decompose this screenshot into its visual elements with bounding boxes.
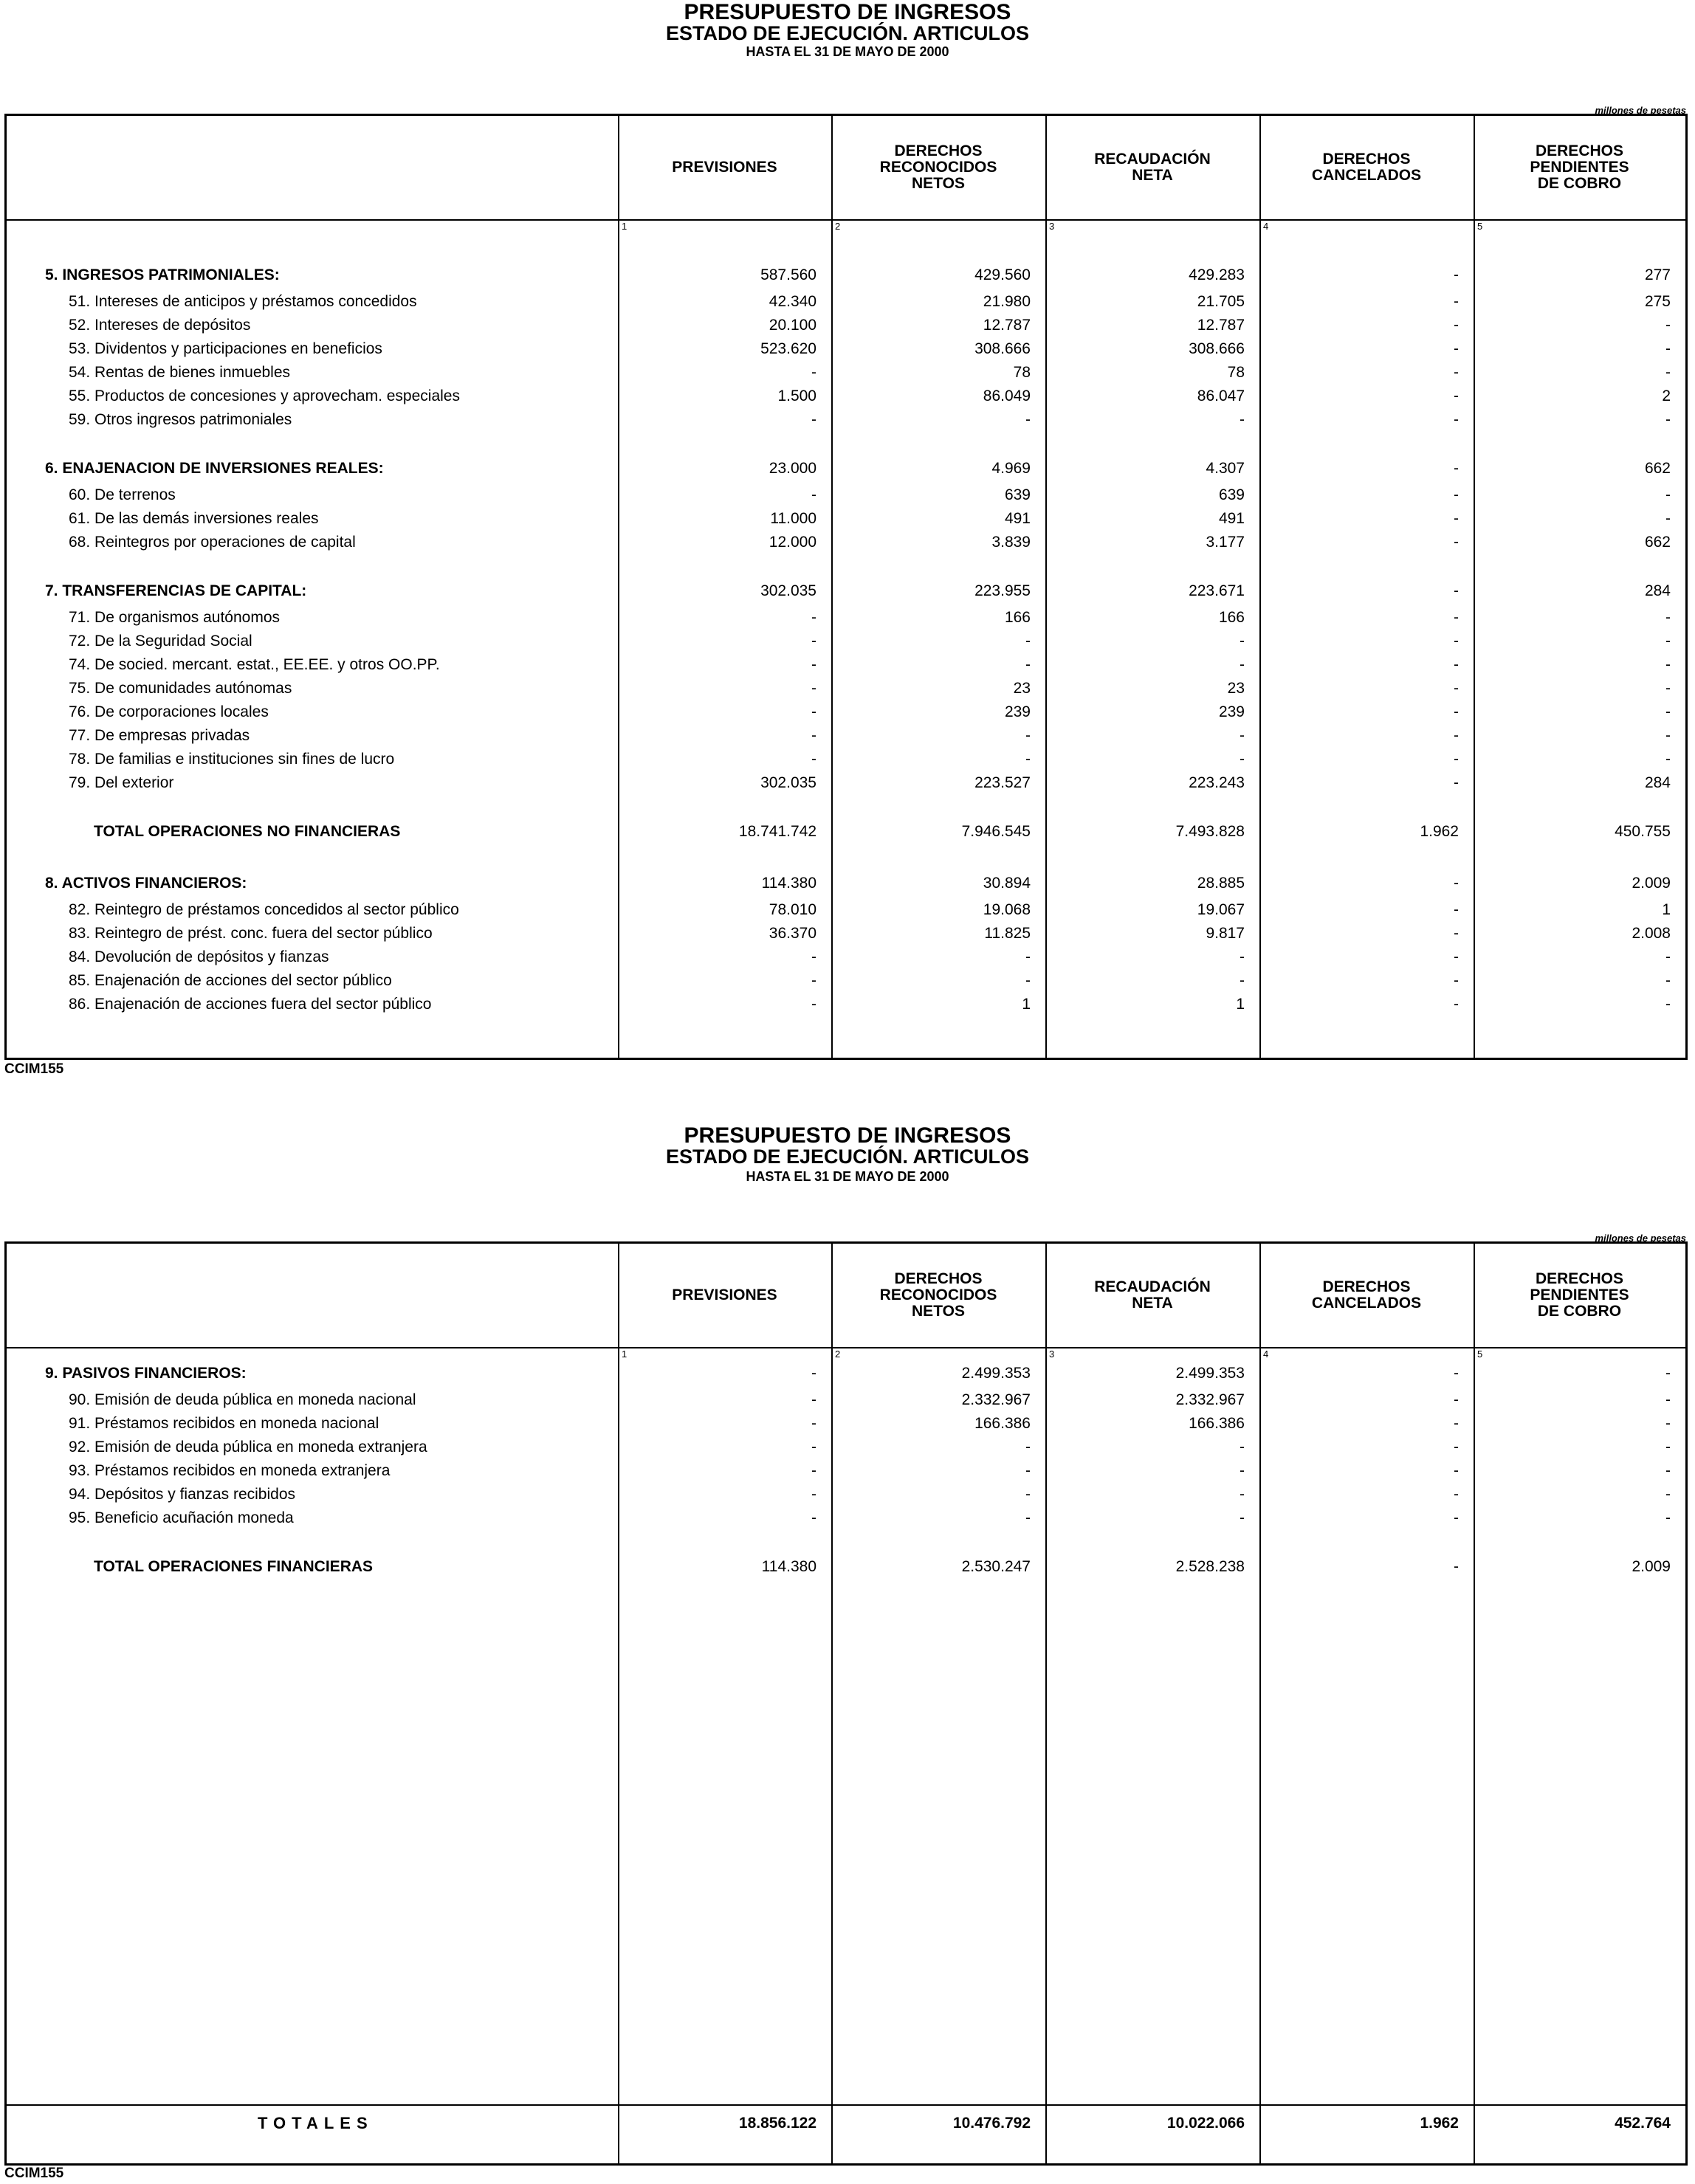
cell-value: 239 [1218,703,1245,720]
cell-value: - [1454,1486,1459,1503]
cell-value: 30.894 [983,875,1031,892]
row-label: 54. Rentas de bienes inmuebles [69,364,291,381]
cell-value: 1 [1236,996,1245,1013]
totals-label: TOTALES [258,2114,374,2132]
date-line: HASTA EL 31 DE MAYO DE 2000 [746,44,949,59]
header-divider [7,1347,1685,1348]
cell-value: - [811,364,816,381]
cell-value: - [811,633,816,650]
cell-value: - [811,1365,816,1382]
table-row [7,1388,1685,1412]
cell-value: 28.885 [1197,875,1245,892]
cell-value: 2.332.967 [1175,1391,1245,1408]
cell-value: 284 [1644,774,1671,791]
table-row [7,748,1685,771]
cell-value: 223.671 [1189,582,1245,599]
cell-value: - [1665,1365,1671,1382]
cell-value: 18.741.742 [738,823,816,840]
cell-value: 9.817 [1206,925,1245,942]
row-label: 59. Otros ingresos patrimoniales [69,411,292,428]
table-row [7,483,1685,507]
cell-value: 302.035 [760,774,816,791]
cell-value: - [811,1391,816,1408]
cell-value: 429.283 [1189,266,1245,283]
cell-value: - [1454,1439,1459,1456]
column-header: RECAUDACIÓN NETA [1094,1278,1211,1312]
cell-value: 23.000 [769,460,816,477]
cell-value: - [1454,925,1459,942]
cell-value: 36.370 [769,925,816,942]
page-subtitle: ESTADO DE EJECUCIÓN. ARTICULOS [665,22,1030,44]
cell-value: 20.100 [769,317,816,334]
cell-value: - [811,972,816,989]
row-label: 68. Reintegros por operaciones de capital [69,534,356,551]
cell-value: - [1025,656,1031,673]
table-row [7,507,1685,531]
cell-value: 639 [1004,486,1031,503]
cell-value: - [1454,486,1459,503]
cell-value: 662 [1644,460,1671,477]
row-label: 84. Devolución de depósitos y fianzas [69,948,329,965]
cell-value: - [1025,751,1031,768]
row-label: 95. Beneficio acuñación moneda [69,1509,294,1526]
cell-value: 19.067 [1197,901,1245,918]
cell-value: 166.386 [1189,1415,1245,1432]
header-divider [7,219,1685,221]
row-label: 5. INGRESOS PATRIMONIALES: [45,266,280,283]
cell-value: 662 [1644,534,1671,551]
row-label: 7. TRANSFERENCIAS DE CAPITAL: [45,582,307,599]
row-label: 82. Reintegro de préstamos concedidos al sector público [69,901,459,918]
cell-value: - [811,1509,816,1526]
row-label: 74. De socied. mercant. estat., EE.EE. y otros OO.PP. [69,656,440,673]
cell-value: 2.499.353 [1175,1365,1245,1382]
table-row [7,898,1685,922]
row-label: 51. Intereses de anticipos y préstamos concedidos [69,293,417,310]
cell-value: - [811,1486,816,1503]
cell-value: 42.340 [769,293,816,310]
cell-value: 12.787 [1197,317,1245,334]
cell-value: 223.527 [974,774,1031,791]
cell-value: - [1454,411,1459,428]
cell-value: - [1665,364,1671,381]
cell-value: - [1665,1391,1671,1408]
row-label: 78. De familias e instituciones sin fines de lucro [69,751,395,768]
cell-value: 11.825 [984,925,1031,942]
totals-row [7,2112,1685,2135]
cell-value: - [1454,774,1459,791]
cell-value: - [1665,703,1671,720]
table-row [7,1459,1685,1483]
cell-value: 239 [1004,703,1031,720]
row-label: 61. De las demás inversiones reales [69,510,319,527]
cell-value: - [1454,1365,1459,1382]
row-label: 86. Enajenación de acciones fuera del sector público [69,996,432,1013]
cell-value: 2.332.967 [961,1391,1031,1408]
table-row [7,1483,1685,1506]
cell-value: - [1665,972,1671,989]
cell-value: - [1665,1415,1671,1432]
cell-value: - [1665,948,1671,965]
cell-value: - [1665,1486,1671,1503]
cell-value: - [811,948,816,965]
cell-value: - [1454,656,1459,673]
cell-value: 3.839 [991,534,1031,551]
cell-value: - [1665,609,1671,626]
cell-value: - [1454,364,1459,381]
column-number: 4 [1263,1348,1269,1360]
cell-value: 78 [1227,364,1245,381]
total-row [7,820,1685,844]
cell-value: - [811,1439,816,1456]
cell-value: 1.500 [777,387,816,404]
row-label: 75. De comunidades autónomas [69,680,292,697]
page-title: PRESUPUESTO DE INGRESOS [684,0,1011,24]
cell-value: 308.666 [974,340,1031,357]
table-row [7,922,1685,945]
cell-value: 523.620 [760,340,816,357]
cell-value: - [1240,751,1245,768]
cell-value: - [1240,1439,1245,1456]
cell-value: - [1240,972,1245,989]
column-header: DERECHOS PENDIENTES DE COBRO [1530,1270,1629,1320]
cell-value: 12.000 [769,534,816,551]
row-label: 93. Préstamos recibidos en moneda extranjera [69,1462,391,1479]
cell-value: - [1454,875,1459,892]
cell-value: - [1454,751,1459,768]
row-label: 92. Emisión de deuda pública en moneda extranjera [69,1439,427,1456]
cell-value: - [1240,411,1245,428]
cell-value: - [1025,1509,1031,1526]
date-line: HASTA EL 31 DE MAYO DE 2000 [746,1169,949,1184]
cell-value: 639 [1218,486,1245,503]
cell-value: - [1025,727,1031,744]
cell-value: 491 [1218,510,1245,527]
cell-value: 21.705 [1197,293,1245,310]
cell-value: 114.380 [761,875,816,892]
row-label: 79. Del exterior [69,774,174,791]
cell-value: 2.530.247 [961,1558,1031,1575]
cell-value: - [1665,510,1671,527]
total-value: 10.022.066 [1166,2115,1245,2132]
column-header: PREVISIONES [672,1286,777,1303]
table-row [7,531,1685,554]
page-title: PRESUPUESTO DE INGRESOS [684,1123,1011,1148]
column-number: 2 [835,221,841,232]
row-label: 72. De la Seguridad Social [69,633,252,650]
cell-value: - [1025,972,1031,989]
cell-value: - [1025,1439,1031,1456]
cell-value: 308.666 [1189,340,1245,357]
row-label: 60. De terrenos [69,486,176,503]
table-row [7,1506,1685,1530]
cell-value: - [1454,703,1459,720]
table-row [7,771,1685,795]
cell-value: 23 [1227,680,1245,697]
row-label: 76. De corporaciones locales [69,703,269,720]
budget-table [4,1241,1688,2166]
column-header: PREVISIONES [672,159,777,176]
table-row [7,361,1685,385]
cell-value: 429.560 [974,266,1031,283]
total-value: 10.476.792 [952,2115,1031,2132]
cell-value: - [1665,317,1671,334]
cell-value: - [1025,633,1031,650]
column-number: 1 [622,221,628,232]
cell-value: - [1665,486,1671,503]
row-label: 55. Productos de concesiones y aprovecham. especiales [69,387,460,404]
row-label: 94. Depósitos y fianzas recibidos [69,1486,295,1503]
table-row [7,630,1685,653]
cell-value: - [1240,1509,1245,1526]
cell-value: 2.528.238 [1175,1558,1245,1575]
column-header: DERECHOS CANCELADOS [1311,151,1422,184]
cell-value: 86.049 [983,387,1031,404]
cell-value: - [1665,751,1671,768]
group-row [7,457,1685,480]
cell-value: - [1025,948,1031,965]
cell-value: 166 [1218,609,1245,626]
column-header: DERECHOS RECONOCIDOS NETOS [879,1270,997,1320]
total-value: 452.764 [1615,2115,1671,2132]
row-label: 85. Enajenación de acciones del sector público [69,972,392,989]
cell-value: 2.009 [1632,1558,1671,1575]
cell-value: - [1665,633,1671,650]
table-row [7,677,1685,700]
table-row [7,724,1685,748]
cell-value: 2.008 [1632,925,1671,942]
column-number: 3 [1049,221,1055,232]
table-row [7,969,1685,993]
row-label: 8. ACTIVOS FINANCIEROS: [45,875,247,892]
row-label: 9. PASIVOS FINANCIEROS: [45,1365,247,1382]
report-code: CCIM155 [4,1061,64,1077]
units-note: millones de pesetas [1595,1233,1686,1244]
cell-value: 12.787 [983,317,1031,334]
cell-value: 4.307 [1206,460,1245,477]
table-row [7,945,1685,969]
table-row [7,408,1685,432]
group-row [7,579,1685,603]
cell-value: 284 [1644,582,1671,599]
cell-value: - [811,680,816,697]
cell-value: - [811,1462,816,1479]
total-row [7,1555,1685,1579]
cell-value: 2.499.353 [961,1365,1031,1382]
cell-value: - [1665,340,1671,357]
total-value: 1.962 [1420,2115,1459,2132]
row-label: TOTAL OPERACIONES NO FINANCIERAS [94,823,401,840]
column-header: DERECHOS CANCELADOS [1311,1278,1422,1312]
cell-value: 78 [1013,364,1031,381]
cell-value: - [1454,680,1459,697]
cell-value: 1 [1662,901,1671,918]
cell-value: - [1665,1439,1671,1456]
row-label: 53. Dividentos y participaciones en beneficios [69,340,382,357]
cell-value: 23 [1013,680,1031,697]
cell-value: - [811,751,816,768]
page-subtitle: ESTADO DE EJECUCIÓN. ARTICULOS [665,1146,1030,1168]
cell-value: - [1665,411,1671,428]
table-row [7,700,1685,724]
cell-value: 4.969 [991,460,1031,477]
cell-value: 166 [1004,609,1031,626]
budget-table [4,114,1688,1060]
cell-value: - [811,411,816,428]
cell-value: - [1454,266,1459,283]
cell-value: 11.000 [770,510,816,527]
cell-value: - [811,996,816,1013]
table-row [7,993,1685,1016]
column-number: 1 [622,1348,628,1360]
total-value: 18.856.122 [738,2115,816,2132]
cell-value: - [1240,1486,1245,1503]
table-row [7,314,1685,337]
cell-value: - [1454,1509,1459,1526]
row-label: 71. De organismos autónomos [69,609,280,626]
cell-value: - [1454,633,1459,650]
cell-value: 19.068 [983,901,1031,918]
row-label: 52. Intereses de depósitos [69,317,251,334]
cell-value: - [1025,411,1031,428]
column-number: 3 [1049,1348,1055,1360]
cell-value: 7.946.545 [961,823,1031,840]
column-header: RECAUDACIÓN NETA [1094,151,1211,184]
cell-value: - [1454,460,1459,477]
table-row [7,1412,1685,1436]
cell-value: - [1240,633,1245,650]
table-row [7,606,1685,630]
table-row [7,290,1685,314]
cell-value: - [811,609,816,626]
cell-value: 2.009 [1632,875,1671,892]
column-number: 5 [1477,1348,1483,1360]
cell-value: - [1240,948,1245,965]
cell-value: - [1454,317,1459,334]
cell-value: - [1454,1415,1459,1432]
column-number: 4 [1263,221,1269,232]
row-label: 6. ENAJENACION DE INVERSIONES REALES: [45,460,384,477]
cell-value: - [1454,901,1459,918]
cell-value: - [1454,293,1459,310]
cell-value: 114.380 [761,1558,816,1575]
cell-value: - [1454,1558,1459,1575]
group-row [7,1362,1685,1385]
cell-value: - [1240,727,1245,744]
cell-value: - [1454,609,1459,626]
cell-value: - [1454,510,1459,527]
cell-value: 7.493.828 [1175,823,1245,840]
units-note: millones de pesetas [1595,105,1686,116]
cell-value: 223.955 [974,582,1031,599]
totals-divider [7,2104,1685,2106]
cell-value: - [1665,1462,1671,1479]
row-label: 90. Emisión de deuda pública en moneda nacional [69,1391,416,1408]
cell-value: 3.177 [1206,534,1245,551]
cell-value: 587.560 [760,266,816,283]
cell-value: - [1240,1462,1245,1479]
cell-value: - [1025,1462,1031,1479]
cell-value: - [1665,1509,1671,1526]
cell-value: 1 [1022,996,1031,1013]
cell-value: - [1454,582,1459,599]
cell-value: 1.962 [1420,823,1459,840]
row-label: 77. De empresas privadas [69,727,250,744]
cell-value: - [1454,996,1459,1013]
cell-value: 78.010 [769,901,816,918]
column-number: 2 [835,1348,841,1360]
column-number: 5 [1477,221,1483,232]
cell-value: 450.755 [1615,823,1671,840]
cell-value: - [811,727,816,744]
group-row [7,263,1685,287]
cell-value: - [1454,1462,1459,1479]
cell-value: - [1454,534,1459,551]
cell-value: 223.243 [1189,774,1245,791]
cell-value: 21.980 [983,293,1031,310]
row-label: TOTAL OPERACIONES FINANCIERAS [94,1558,374,1575]
cell-value: - [1665,656,1671,673]
cell-value: 491 [1004,510,1031,527]
cell-value: 302.035 [760,582,816,599]
cell-value: - [1454,1391,1459,1408]
column-header: DERECHOS PENDIENTES DE COBRO [1530,142,1629,192]
row-label: 91. Préstamos recibidos en moneda nacional [69,1415,379,1432]
cell-value: - [1665,727,1671,744]
cell-value: - [811,486,816,503]
cell-value: - [811,1415,816,1432]
cell-value: - [811,656,816,673]
table-row [7,653,1685,677]
cell-value: - [1454,727,1459,744]
cell-value: - [1665,680,1671,697]
cell-value: - [1665,996,1671,1013]
group-row [7,872,1685,895]
report-code: CCIM155 [4,2166,64,2181]
cell-value: - [1025,1486,1031,1503]
table-row [7,1436,1685,1459]
cell-value: 86.047 [1197,387,1245,404]
cell-value: - [1454,387,1459,404]
row-label: 83. Reintegro de prést. conc. fuera del sector público [69,925,433,942]
cell-value: 166.386 [974,1415,1031,1432]
cell-value: 275 [1644,293,1671,310]
cell-value: 2 [1662,387,1671,404]
cell-value: 277 [1644,266,1671,283]
cell-value: - [1240,656,1245,673]
table-row [7,337,1685,361]
cell-value: - [1454,340,1459,357]
cell-value: - [1454,948,1459,965]
cell-value: - [811,703,816,720]
cell-value: - [1454,972,1459,989]
table-row [7,385,1685,408]
column-header: DERECHOS RECONOCIDOS NETOS [879,142,997,192]
